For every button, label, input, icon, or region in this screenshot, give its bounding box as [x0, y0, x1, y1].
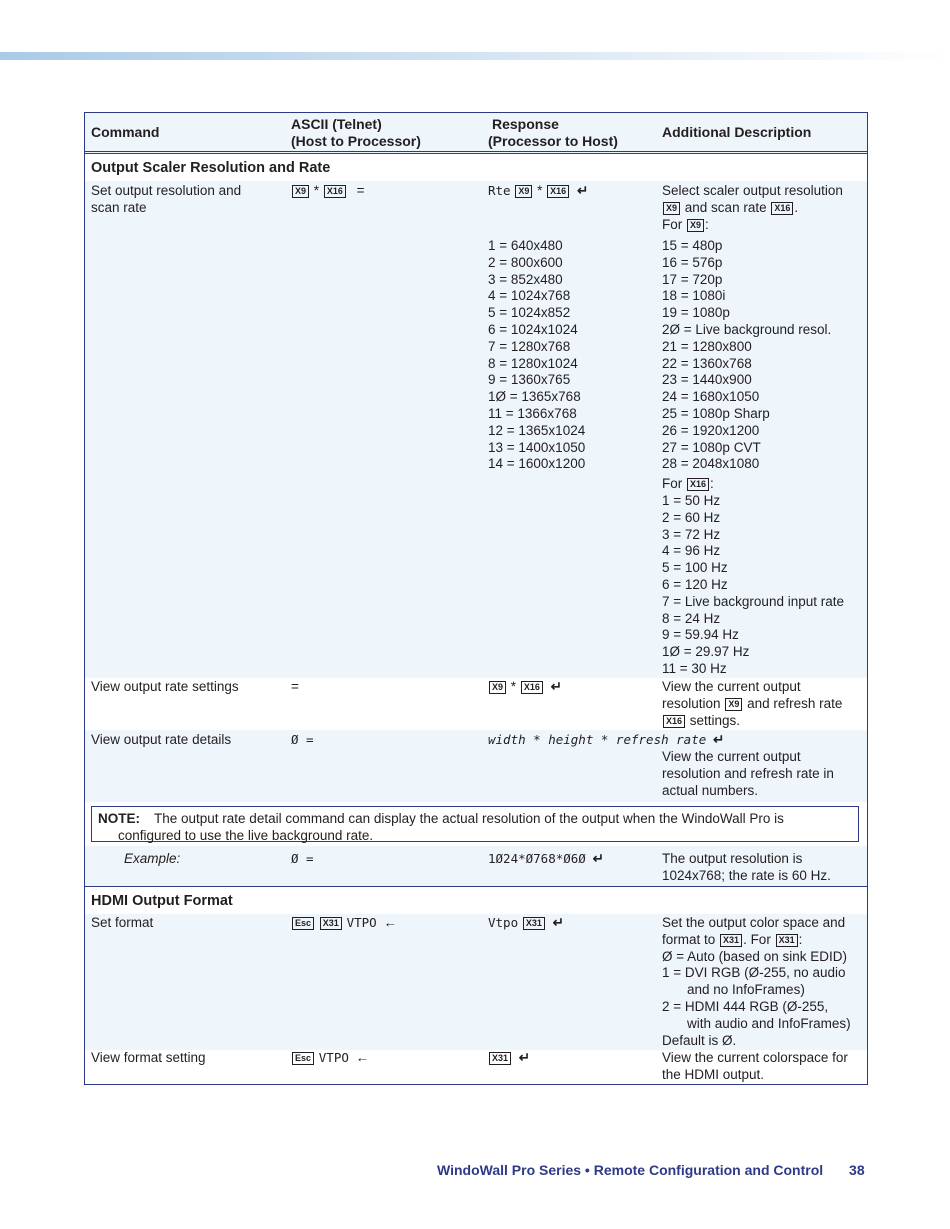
table-row [85, 181, 867, 678]
description-text: and no InfoFrames) [687, 982, 805, 998]
symbol: * [510, 679, 517, 694]
command-text: View output rate details [91, 732, 232, 747]
description-fragment: For [662, 476, 683, 492]
command-text: scan rate [91, 199, 147, 215]
command-table [84, 112, 868, 1085]
description-text: resolution and refresh rate in [662, 765, 834, 781]
enter-icon: ↵ [576, 183, 589, 198]
enter-icon: ↵ [552, 915, 564, 930]
description-text: Set the output color space and [662, 915, 846, 930]
header-ascii-line1: ASCII (Telnet) [291, 116, 382, 132]
ascii-text: Ø = [291, 851, 314, 866]
response-cell [488, 679, 658, 696]
section-title [85, 886, 867, 914]
list-item: 17 = 720p [662, 271, 723, 287]
list-item: 9 = 59.94 Hz [662, 627, 739, 643]
description-cell [662, 851, 862, 885]
section-scaler-title: Output Scaler Resolution and Rate [91, 160, 331, 176]
variable-box: X31 [320, 917, 342, 930]
description-text: Default is Ø. [662, 1032, 737, 1048]
enter-icon: ↵ [592, 851, 604, 866]
description-text: actual numbers. [662, 782, 759, 798]
variable-box: X9 [663, 202, 680, 215]
variable-box: X16 [547, 185, 569, 198]
arrow-icon: ← [383, 915, 397, 930]
header-response [488, 116, 658, 150]
response-cell [488, 732, 748, 749]
list-item: 4 = 1024x768 [488, 288, 571, 304]
description-fragment: and refresh rate [747, 695, 843, 711]
list-item: 13 = 1400x1050 [488, 439, 586, 455]
list-item: 8 = 24 Hz [662, 610, 721, 626]
list-item: 2 = 800x600 [488, 254, 563, 270]
description-text: 1 = DVI RGB (Ø-255, no audio [662, 965, 846, 981]
list-item: 26 = 1920x1200 [662, 422, 760, 438]
description-cell [662, 749, 862, 799]
ascii-cell [291, 1050, 481, 1067]
section-hdmi-title: HDMI Output Format [91, 893, 233, 909]
list-item: 7 = 1280x768 [488, 338, 571, 354]
list-item: 5 = 100 Hz [662, 560, 728, 576]
variable-box: X16 [324, 185, 346, 198]
description-cell [662, 183, 862, 233]
list-item: 1Ø = 1365x768 [488, 389, 581, 405]
header-gradient-bar [0, 52, 950, 60]
list-item: 16 = 576p [662, 254, 723, 270]
note-row [85, 802, 867, 846]
list-item: 23 = 1440x900 [662, 372, 752, 388]
symbol: * [313, 183, 320, 198]
list-item: 14 = 1600x1200 [488, 456, 586, 472]
header-response-line2: (Processor to Host) [488, 133, 618, 149]
list-item: 1Ø = 29.97 Hz [662, 644, 750, 660]
note-line2: configured to use the live background rate. [118, 828, 374, 843]
variable-box: X31 [523, 917, 545, 930]
list-item: 22 = 1360x768 [662, 355, 752, 371]
variable-box: X16 [663, 715, 685, 728]
table-row [85, 1050, 867, 1084]
description-text: the HDMI output. [662, 1066, 765, 1082]
description-text: The output resolution is [662, 851, 803, 866]
response-text: Rte [488, 183, 511, 198]
response-text: width * height * refresh rate [488, 732, 707, 747]
list-item: 24 = 1680x1050 [662, 389, 760, 405]
header-command: Command [91, 124, 160, 140]
list-item: 25 = 1080p Sharp [662, 405, 770, 421]
variable-box: X9 [489, 681, 506, 694]
variable-box: X31 [720, 934, 742, 947]
ascii-cell [291, 183, 481, 200]
description-text: View the current colorspace for [662, 1050, 848, 1065]
footer-title: WindoWall Pro Series • Remote Configuration and Control [437, 1162, 824, 1178]
enter-icon: ↵ [518, 1050, 531, 1065]
example-row [85, 846, 867, 886]
description-fragment: . For [743, 931, 771, 947]
header-response-line1: Response [492, 116, 559, 132]
resolution-list-left [488, 238, 658, 473]
table-row [85, 678, 867, 730]
table-header [85, 113, 867, 154]
header-ascii-line2: (Host to Processor) [291, 133, 421, 149]
response-text: Vtpo [488, 915, 519, 930]
description-text [662, 696, 862, 713]
ascii-text: VTPO [318, 1050, 349, 1065]
list-item: 3 = 852x480 [488, 271, 563, 287]
list-item: 1 = 640x480 [488, 238, 563, 253]
rates-label: For X16 : [662, 476, 714, 492]
description-fragment: and scan rate [684, 199, 767, 215]
page-number: 38 [849, 1162, 865, 1178]
list-item: 19 = 1080p [662, 305, 730, 321]
description-fragment: For [662, 216, 683, 232]
list-item: 5 = 1024x852 [488, 305, 571, 321]
variable-box: X16 [687, 478, 709, 491]
description-text: X9 and scan rate X16 . [662, 200, 862, 217]
description-text: View the current output [662, 749, 801, 764]
arrow-icon: ← [355, 1050, 370, 1065]
response-cell [488, 1050, 658, 1067]
variable-box: X9 [515, 185, 532, 198]
table-row [85, 730, 867, 802]
description-text: For X9 : [662, 216, 709, 232]
list-item: 18 = 1080i [662, 288, 726, 304]
response-text: 1Ø24*Ø768*Ø6Ø [488, 851, 586, 866]
list-item: 2Ø = Live background resol. [662, 321, 832, 337]
section-title [85, 154, 867, 181]
command-text: Set format [91, 915, 154, 930]
note-line1: The output rate detail command can display the actual resolution of the output when the WindoWall Pro is [154, 811, 784, 826]
note-text [98, 811, 784, 826]
command-cell [91, 183, 281, 217]
command-text: Set output resolution and [91, 183, 242, 198]
list-item: 27 = 1080p CVT [662, 439, 761, 455]
response-cell [488, 851, 658, 868]
list-item: 7 = Live background input rate [662, 593, 844, 609]
list-item: 1 = 50 Hz [662, 492, 721, 508]
description-cell [662, 679, 862, 729]
list-item: 21 = 1280x800 [662, 338, 752, 354]
description-text: Select scaler output resolution [662, 183, 843, 198]
symbol: = [356, 183, 365, 198]
esc-key: Esc [292, 1052, 314, 1065]
ascii-text: = [291, 679, 299, 694]
list-item: 11 = 30 Hz [662, 660, 727, 676]
list-item: 6 = 120 Hz [662, 576, 728, 592]
note-box [91, 806, 859, 842]
description-fragment: format to [662, 931, 716, 947]
list-item: 4 = 96 Hz [662, 543, 721, 559]
header-ascii [291, 116, 481, 150]
variable-box: X9 [725, 698, 742, 711]
esc-key: Esc [292, 917, 314, 930]
description-text: 2 = HDMI 444 RGB (Ø-255, [662, 998, 829, 1014]
note-label: NOTE: [98, 811, 140, 826]
description-fragment: settings. [689, 712, 741, 728]
description-text: format to X31 . For X31 : [662, 931, 803, 947]
description-text [662, 713, 862, 730]
ascii-cell [291, 915, 481, 932]
variable-box: X31 [776, 934, 798, 947]
description-text: Ø = Auto (based on sink EDID) [662, 948, 847, 964]
command-text: View output rate settings [91, 679, 239, 694]
variable-box: X16 [771, 202, 793, 215]
symbol: * [537, 183, 543, 198]
description-text: View the current output [662, 679, 801, 694]
list-item: 9 = 1360x765 [488, 372, 571, 388]
variable-box: X31 [489, 1052, 511, 1065]
variable-box: X9 [687, 219, 704, 232]
enter-icon: ↵ [550, 679, 562, 694]
list-item: 11 = 1366x768 [488, 405, 577, 421]
response-cell [488, 915, 658, 932]
ascii-text: Ø = [291, 732, 314, 747]
page-footer [437, 1162, 865, 1178]
description-text: 1024x768; the rate is 60 Hz. [662, 867, 831, 883]
list-item: 3 = 72 Hz [662, 526, 721, 542]
enter-icon: ↵ [713, 732, 725, 747]
table-row [85, 914, 867, 1050]
resolution-list-right [662, 238, 862, 678]
response-cell [488, 183, 658, 200]
command-text: View format setting [91, 1050, 206, 1065]
list-item: 15 = 480p [662, 238, 723, 253]
list-item: 12 = 1365x1024 [488, 422, 586, 438]
description-cell [662, 915, 862, 1049]
list-item: 8 = 1280x1024 [488, 355, 578, 371]
variable-box: X9 [292, 185, 309, 198]
list-item: 2 = 60 Hz [662, 509, 721, 525]
variable-box: X16 [521, 681, 543, 694]
list-item: 28 = 2048x1080 [662, 456, 760, 472]
ascii-text: VTPO [346, 915, 377, 930]
list-item: 6 = 1024x1024 [488, 321, 578, 337]
description-cell [662, 1050, 862, 1084]
description-fragment: resolution [662, 695, 721, 711]
header-description: Additional Description [662, 124, 812, 140]
description-text: with audio and InfoFrames) [687, 1015, 851, 1031]
example-label: Example: [124, 851, 181, 866]
